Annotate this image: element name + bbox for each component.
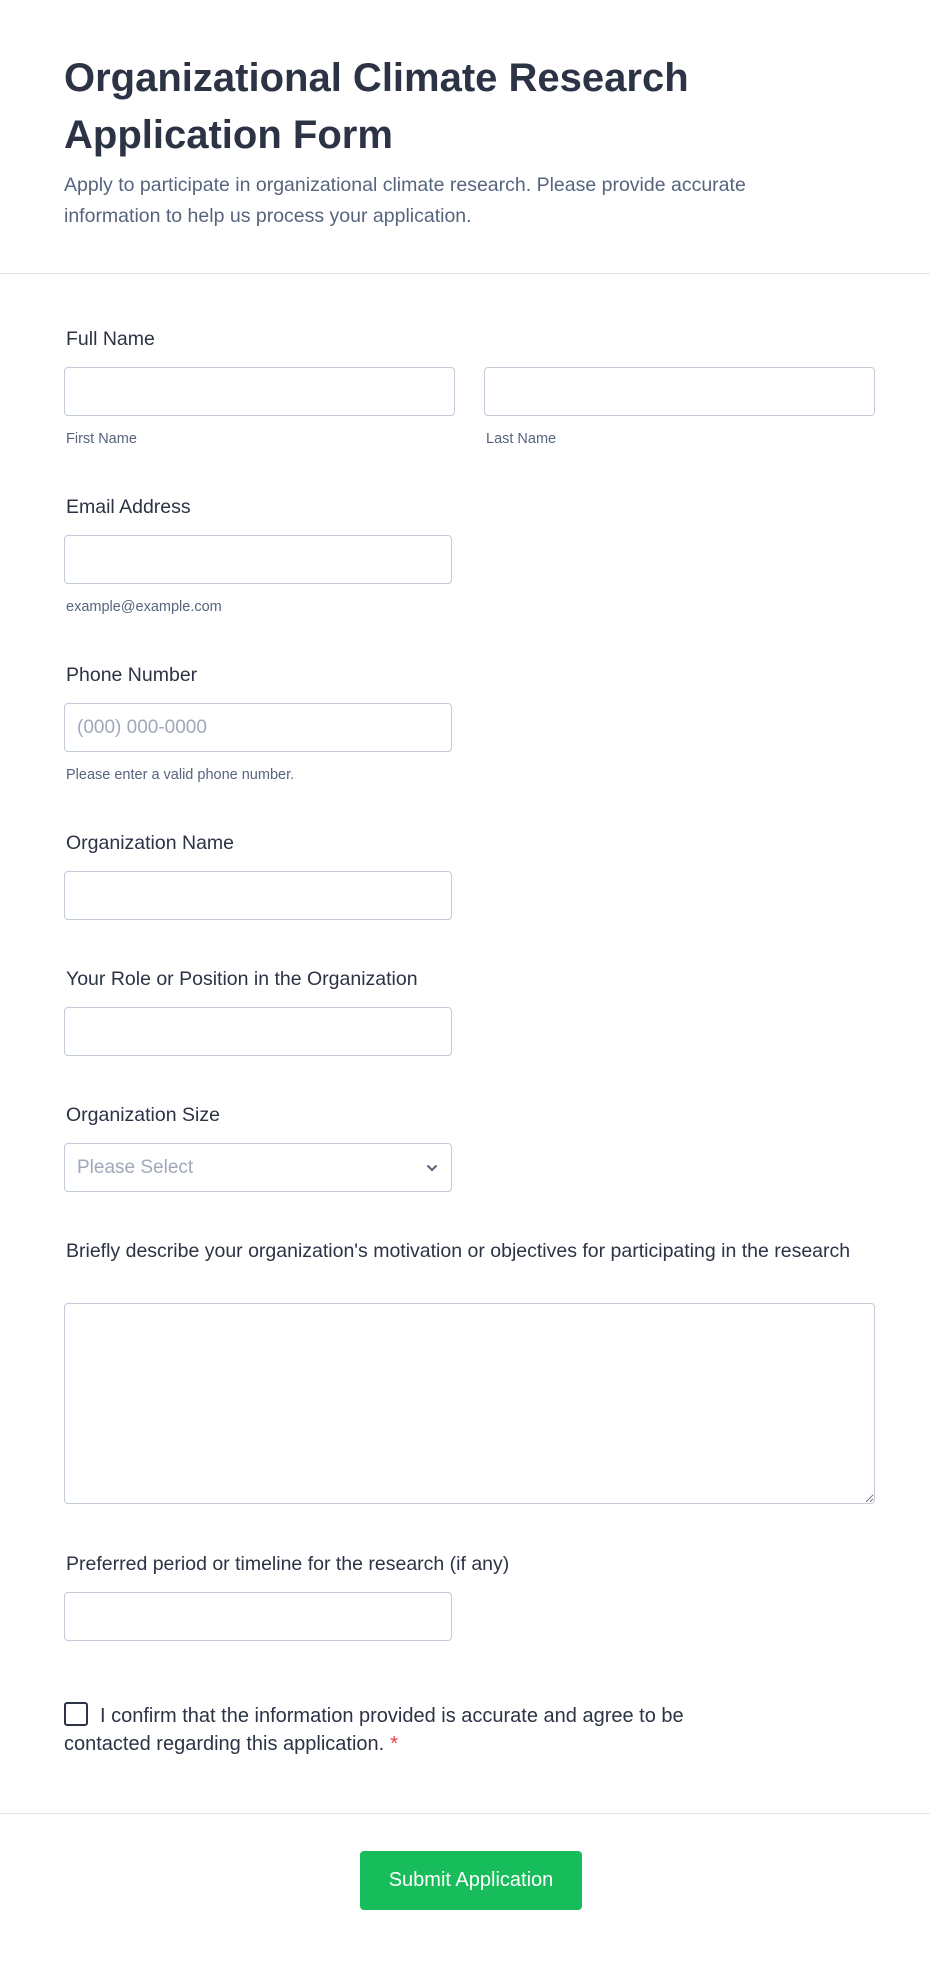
consent-checkbox[interactable] bbox=[64, 1702, 88, 1726]
email-sublabel: example@example.com bbox=[66, 599, 222, 615]
timeline-label: Preferred period or timeline for the research (if any) bbox=[66, 1553, 510, 1575]
chevron-down-icon bbox=[425, 1161, 439, 1175]
consent-row bbox=[64, 1702, 764, 1758]
first-name-sublabel: First Name bbox=[66, 431, 137, 447]
motivation-label: Briefly describe your organization's motivation or objectives for participating in the research bbox=[66, 1240, 851, 1262]
last-name-input[interactable] bbox=[484, 367, 875, 416]
consent-field bbox=[64, 1702, 764, 1758]
page-title: Organizational Climate Research Application Form bbox=[64, 56, 689, 157]
motivation-textarea[interactable] bbox=[64, 1303, 875, 1504]
org-size-field bbox=[64, 1103, 452, 1192]
full-name-field bbox=[64, 327, 155, 351]
role-label: Your Role or Position in the Organization bbox=[66, 968, 418, 990]
motivation-field bbox=[64, 1239, 866, 1263]
motivation-textarea-wrap bbox=[64, 1303, 875, 1504]
phone-label: Phone Number bbox=[66, 664, 198, 686]
submit-button[interactable]: Submit Application bbox=[360, 1851, 582, 1910]
org-name-field bbox=[64, 831, 452, 920]
role-field bbox=[64, 967, 452, 1056]
org-size-select[interactable] bbox=[64, 1143, 452, 1192]
email-label: Email Address bbox=[66, 496, 191, 518]
required-asterisk: * bbox=[390, 1733, 399, 1755]
timeline-input[interactable] bbox=[64, 1592, 452, 1641]
org-size-selected: Please Select bbox=[77, 1156, 194, 1178]
last-name-sublabel: Last Name bbox=[486, 431, 557, 447]
email-input[interactable] bbox=[64, 535, 452, 584]
timeline-field bbox=[64, 1552, 509, 1641]
footer-divider bbox=[0, 1813, 930, 1814]
consent-text: I confirm that the information provided is accurate and agree to be contacted regarding this application. bbox=[64, 1705, 684, 1755]
last-name-group bbox=[484, 367, 875, 448]
org-name-label: Organization Name bbox=[66, 832, 234, 854]
email-field bbox=[64, 495, 452, 616]
role-input[interactable] bbox=[64, 1007, 452, 1056]
phone-sublabel: Please enter a valid phone number. bbox=[66, 767, 295, 783]
phone-input[interactable]: (000) 000-0000 bbox=[64, 703, 452, 752]
phone-field bbox=[64, 663, 452, 784]
first-name-group bbox=[64, 367, 455, 448]
form-header bbox=[0, 0, 930, 274]
page-subtitle: Apply to participate in organizational climate research. Please provide accurate information to help us process your application. bbox=[64, 174, 746, 227]
full-name-label: Full Name bbox=[66, 328, 155, 350]
org-size-label: Organization Size bbox=[66, 1104, 220, 1126]
first-name-input[interactable] bbox=[64, 367, 455, 416]
org-name-input[interactable] bbox=[64, 871, 452, 920]
